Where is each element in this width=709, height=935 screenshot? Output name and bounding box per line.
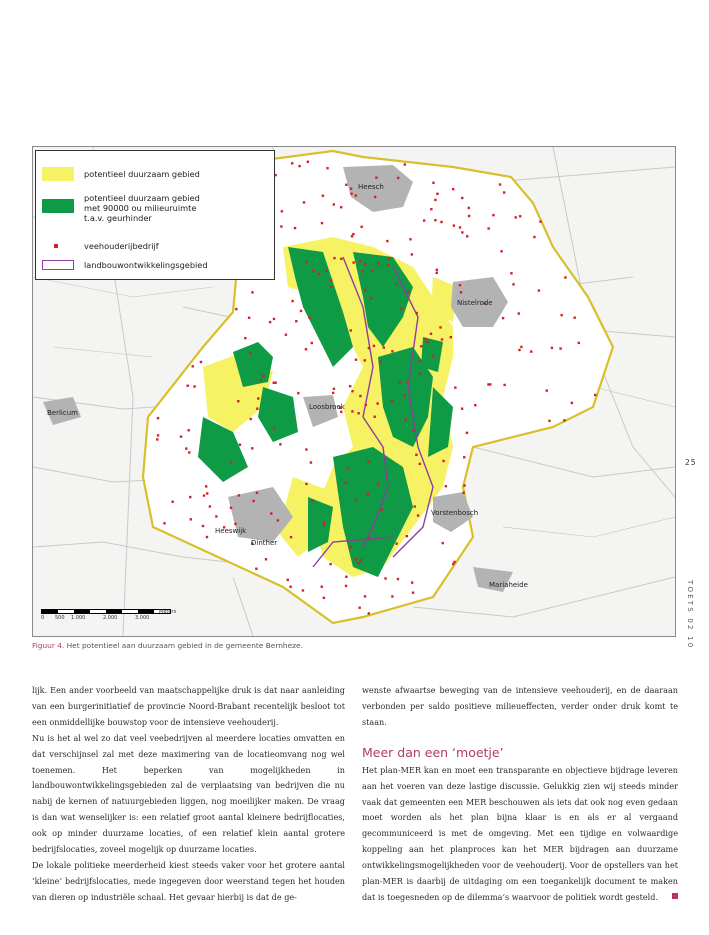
farm-dot — [371, 270, 373, 272]
farm-dot — [294, 227, 296, 229]
farm-dot — [256, 492, 258, 494]
place-nistelrode: Nistelrode — [457, 299, 493, 307]
farm-dot — [520, 346, 522, 348]
farm-dot — [352, 233, 354, 235]
farm-dot — [364, 289, 366, 291]
farm-dot — [321, 586, 323, 588]
farm-dot — [237, 400, 239, 402]
farm-dot — [156, 438, 158, 440]
farm-dot — [518, 349, 520, 351]
farm-dot — [463, 484, 465, 486]
farm-dot — [291, 300, 293, 302]
farm-dot — [380, 509, 382, 511]
farm-dot — [409, 238, 411, 240]
farm-dot — [440, 221, 442, 223]
farm-dot — [345, 481, 347, 483]
farm-dot — [407, 291, 409, 293]
farm-dot — [333, 203, 335, 205]
farm-dot — [412, 429, 414, 431]
map-legend — [35, 150, 275, 280]
farm-dot — [287, 579, 289, 581]
legend-swatch-boundary — [42, 260, 74, 270]
farm-dot — [355, 499, 357, 501]
place-vorstenbosch: Vorstenbosch — [431, 509, 479, 517]
farm-dot — [468, 215, 470, 217]
caption-text: Het potentieel aan duurzaam gebied in de gemeente Bernheze. — [66, 641, 303, 650]
farm-dot — [193, 385, 195, 387]
farm-dot — [340, 411, 342, 413]
farm-dot — [412, 592, 414, 594]
farm-dot — [489, 383, 491, 385]
farm-dot — [391, 400, 393, 402]
farm-dot — [419, 463, 421, 465]
farm-dot — [295, 320, 297, 322]
farm-dot — [202, 525, 204, 527]
farm-dot — [189, 496, 191, 498]
farm-dot — [280, 225, 282, 227]
farm-dot — [459, 284, 461, 286]
farm-dot — [262, 375, 264, 377]
farm-dot — [364, 263, 366, 265]
farm-dot — [332, 392, 334, 394]
farm-dot — [248, 317, 250, 319]
farm-dot — [387, 264, 389, 266]
farm-dot — [333, 257, 335, 259]
page-number: 25 — [685, 458, 697, 467]
farm-dot — [374, 196, 376, 198]
farm-dot — [413, 505, 415, 507]
farm-dot — [354, 558, 356, 560]
farm-dot — [406, 381, 408, 383]
farm-dot — [368, 612, 370, 614]
farm-dot — [203, 494, 205, 496]
farm-dot — [452, 188, 454, 190]
farm-dot — [358, 607, 360, 609]
farm-dot — [395, 542, 397, 544]
farm-dot — [345, 184, 347, 186]
farm-dot — [453, 224, 455, 226]
farm-dot — [273, 382, 275, 384]
scale-label: 500 — [55, 615, 65, 621]
farm-dot — [370, 297, 372, 299]
farm-dot — [349, 546, 351, 548]
farm-dot — [359, 559, 361, 561]
farm-dot — [373, 345, 375, 347]
farm-dot — [297, 392, 299, 394]
farm-dot — [234, 523, 236, 525]
farm-dot — [461, 407, 463, 409]
farm-dot — [157, 417, 159, 419]
farm-dot — [312, 270, 314, 272]
farm-dot — [432, 355, 434, 357]
farm-dot — [238, 494, 240, 496]
farm-dot — [329, 563, 331, 565]
farm-dot — [384, 577, 386, 579]
farm-dot — [305, 261, 307, 263]
farm-dot — [290, 536, 292, 538]
farm-dot — [351, 235, 353, 237]
farm-dot — [256, 407, 258, 409]
farm-dot — [559, 347, 561, 349]
farm-dot — [330, 285, 332, 287]
place-mariaheide: Mariaheide — [489, 581, 528, 589]
farm-dot — [551, 347, 553, 349]
farm-dot — [190, 518, 192, 520]
place-heeswijk: Heeswijk — [215, 527, 247, 535]
legend-swatch-dot — [54, 244, 58, 248]
scale-label: 1.000 — [71, 615, 86, 621]
farm-dot — [244, 337, 246, 339]
farm-dot — [330, 279, 332, 281]
farm-dot — [391, 350, 393, 352]
farm-dot — [351, 410, 353, 412]
farm-dot — [492, 214, 494, 216]
farm-dot — [367, 493, 369, 495]
farm-dot — [379, 361, 381, 363]
farm-dot — [445, 485, 447, 487]
farm-dot — [364, 595, 366, 597]
place-dinther: Dinther — [251, 539, 278, 547]
farm-dot — [300, 310, 302, 312]
farm-dot — [307, 161, 309, 163]
farm-dot — [383, 346, 385, 348]
farm-dot — [206, 536, 208, 538]
legend-swatch-green — [42, 199, 74, 213]
farm-dot — [563, 419, 565, 421]
farm-dot — [368, 537, 370, 539]
farm-dot — [357, 562, 359, 564]
legend-label: landbouwontwikkelingsgebied — [84, 260, 208, 270]
farm-dot — [180, 435, 182, 437]
legend-label: potentieel duurzaam gebied — [84, 169, 200, 179]
legend-label: potentieel duurzaam gebied met 90000 ou milieuruimte t.a.v. geurhinder — [84, 193, 200, 223]
farm-dot — [192, 365, 194, 367]
farm-dot — [352, 261, 354, 263]
farm-dot — [426, 341, 428, 343]
farm-dot — [305, 483, 307, 485]
farm-dot — [239, 444, 241, 446]
farm-dot — [386, 240, 388, 242]
farm-dot — [360, 226, 362, 228]
farm-dot — [311, 500, 313, 502]
farm-dot — [345, 585, 347, 587]
farm-dot — [230, 507, 232, 509]
paragraph: De lokale politieke meerderheid kiest steeds vaker voor het grotere aantal ‘kleine’ bedrijfslocaties, mede ingegeven door weerstand tegen het houden van dieren op industriële schaal. Het gevaar hierbij is dat de ge- — [32, 859, 345, 902]
farm-dot — [368, 347, 370, 349]
farm-dot — [188, 451, 190, 453]
farm-dot — [357, 412, 359, 414]
farm-dot — [163, 522, 165, 524]
farm-dot — [548, 420, 550, 422]
farm-dot — [365, 404, 367, 406]
farm-dot — [251, 291, 253, 293]
farm-dot — [157, 434, 159, 436]
farm-dot — [235, 308, 237, 310]
farm-dot — [406, 535, 408, 537]
scale-bar-graphic — [41, 609, 171, 614]
paragraph: lijk. Een ander voorbeeld van maatschappelijke druk is dat naar aanleiding van een burgerinitiatief de provincie Noord-Brabant recentelijk besloot tot een onmiddellijke bouwstop voor de intensieve veehouderij. — [32, 685, 345, 727]
farm-dot — [436, 272, 438, 274]
farm-dot — [269, 321, 271, 323]
scale-label: 2.000 — [103, 615, 118, 621]
farm-dot — [355, 358, 357, 360]
farm-dot — [533, 236, 535, 238]
farm-dot — [461, 197, 463, 199]
farm-dot — [209, 505, 211, 507]
farm-dot — [359, 260, 361, 262]
farm-dot — [461, 231, 463, 233]
farm-dot — [310, 461, 312, 463]
farm-dot — [459, 226, 461, 228]
farm-dot — [350, 187, 352, 189]
figure-caption — [32, 641, 303, 650]
farm-dot — [436, 269, 438, 271]
farm-dot — [375, 176, 377, 178]
farm-dot — [405, 419, 407, 421]
farm-dot — [373, 416, 375, 418]
farm-dot — [395, 283, 397, 285]
farm-dot — [279, 443, 281, 445]
farm-dot — [530, 350, 532, 352]
farm-dot — [302, 589, 304, 591]
farm-dot — [466, 235, 468, 237]
farm-dot — [397, 578, 399, 580]
farm-dot — [326, 167, 328, 169]
farm-dot — [430, 333, 432, 335]
farm-dot — [346, 467, 348, 469]
farm-dot — [277, 519, 279, 521]
farm-dot — [573, 316, 575, 318]
farm-dot — [571, 402, 573, 404]
farm-dot — [404, 163, 406, 165]
farm-dot — [305, 448, 307, 450]
farm-dot — [289, 586, 291, 588]
farm-dot — [350, 329, 352, 331]
farm-dot — [333, 388, 335, 390]
farm-dot — [468, 207, 470, 209]
place-heesch: Heesch — [358, 183, 384, 191]
farm-dot — [340, 258, 342, 260]
end-of-article-square-icon — [672, 893, 678, 899]
farm-dot — [255, 568, 257, 570]
scale-label: 0 — [41, 615, 45, 621]
farm-dot — [502, 317, 504, 319]
farm-dot — [257, 397, 259, 399]
farm-dot — [499, 183, 501, 185]
farm-dot — [515, 216, 517, 218]
farm-dot — [305, 348, 307, 350]
section-heading: Meer dan een ‘moetje’ — [362, 744, 504, 760]
farm-dot — [311, 342, 313, 344]
farm-dot — [377, 262, 379, 264]
farm-dot — [415, 454, 417, 456]
farm-dot — [251, 447, 253, 449]
farm-dot — [434, 199, 436, 201]
farm-dot — [512, 283, 514, 285]
farm-dot — [466, 432, 468, 434]
place-loosbroek: Loosbroek — [309, 403, 345, 411]
farm-dot — [460, 291, 462, 293]
farm-dot — [425, 338, 427, 340]
farm-dot — [441, 338, 443, 340]
farm-dot — [171, 501, 173, 503]
farm-dot — [454, 386, 456, 388]
farm-dot — [260, 379, 262, 381]
farm-dot — [432, 182, 434, 184]
farm-dot — [510, 272, 512, 274]
farm-dot — [291, 162, 293, 164]
farm-dot — [420, 345, 422, 347]
farm-dot — [252, 500, 254, 502]
farm-dot — [281, 210, 283, 212]
text-column-right — [362, 683, 678, 906]
farm-dot — [474, 404, 476, 406]
farm-dot — [519, 215, 521, 217]
farm-dot — [487, 227, 489, 229]
farm-dot — [399, 381, 401, 383]
place-berlicum: Berlicum — [47, 409, 78, 417]
journal-running-head: TOETS 02 10 — [686, 580, 694, 650]
farm-dot — [362, 270, 364, 272]
caption-label: Figuur 4. — [32, 641, 65, 650]
farm-dot — [561, 314, 563, 316]
farm-dot — [345, 576, 347, 578]
farm-dot — [273, 318, 275, 320]
scale-bar — [41, 609, 177, 629]
farm-dot — [325, 269, 327, 271]
farm-dot — [376, 402, 378, 404]
farm-dot — [323, 597, 325, 599]
farm-dot — [364, 359, 366, 361]
farm-dot — [391, 595, 393, 597]
farm-dot — [403, 394, 405, 396]
farm-dot — [453, 561, 455, 563]
farm-dot — [359, 395, 361, 397]
farm-dot — [418, 359, 420, 361]
farm-dot — [273, 427, 275, 429]
farm-dot — [340, 206, 342, 208]
farm-dot — [411, 581, 413, 583]
farm-dot — [436, 193, 438, 195]
farm-dot — [564, 276, 566, 278]
farm-dot — [322, 195, 324, 197]
farm-dot — [351, 390, 353, 392]
farm-dot — [518, 312, 520, 314]
farm-dot — [205, 485, 207, 487]
farm-dot — [367, 460, 369, 462]
farm-dot — [503, 384, 505, 386]
farm-dot — [249, 352, 251, 354]
farm-dot — [187, 385, 189, 387]
map-figure — [32, 146, 676, 637]
farm-dot — [416, 312, 418, 314]
farm-dot — [463, 456, 465, 458]
farm-dot — [442, 460, 444, 462]
text-column-left — [32, 683, 345, 906]
paragraph: wenste afwaartse beweging van de intensieve veehouderij, en de daaraan verbonden per saldo positieve milieueffecten, verder onder druk komt te staan. — [362, 685, 678, 727]
farm-dot — [285, 334, 287, 336]
farm-dot — [423, 219, 425, 221]
legend-label: veehouderijbedrijf — [84, 241, 159, 251]
farm-dot — [442, 542, 444, 544]
scale-label: Meters — [159, 609, 177, 615]
farm-dot — [388, 257, 390, 259]
farm-dot — [538, 289, 540, 291]
farm-dot — [411, 253, 413, 255]
farm-dot — [452, 563, 454, 565]
farm-dot — [321, 222, 323, 224]
farm-dot — [400, 307, 402, 309]
farm-dot — [206, 492, 208, 494]
paragraph-text: Het plan-MER kan en moet een transparante en objectieve bijdrage leveren aan het voeren van deze lastige discussie. Gelukkig zien wij steeds minder vaak dat gemeenten een MER beschouwen als iets dat ook nog even gedaan moet worden als het plan bijna klaar is en als er al vergaand gecommuniceerd is met de omgeving. Met een tijdige en volwaardige koppeling aan het planproces kan het MER bijdragen aan duurzame ontwikkelingsmogelijkheden voor de veehouderij. Voor de opstellers van het plan-MER is daarbij de uitdaging om een toegankelijk document te maken dat is toegesneden op de dilemma’s waarvoor de politiek wordt gesteld. — [362, 764, 678, 902]
farm-dot — [250, 418, 252, 420]
farm-dot — [308, 317, 310, 319]
farm-dot — [303, 201, 305, 203]
farm-dot — [265, 558, 267, 560]
farm-dot — [188, 429, 190, 431]
farm-dot — [594, 394, 596, 396]
legend-swatch-yellow — [42, 167, 74, 181]
farm-dot — [500, 250, 502, 252]
farm-dot — [434, 219, 436, 221]
farm-dot — [215, 515, 217, 517]
farm-dot — [200, 361, 202, 363]
farm-dot — [417, 514, 419, 516]
farm-dot — [298, 165, 300, 167]
farm-dot — [318, 273, 320, 275]
paragraph: Nu is het al wel zo dat veel veebedrijven al meerdere locaties omvatten en dat verschijnsel zal met deze maximering van de locatieomvang nog wel toenemen. Het beperken van mogelijkheden in landbouwontwikkelingsgebieden zal de verplaatsing van bedrijven die nu nabij de kernen of natuurgebieden liggen, nog moeilijker maken. De vraag is dan wat wenselijker is: een relatief groot aantal kleinere bedrijflocaties, ook op minder duurzame locaties, of een relatief klein aantal grotere bedrijfslocaties, zoveel mogelijk op duurzame locaties. — [32, 732, 345, 855]
farm-dot — [430, 208, 432, 210]
farm-dot — [450, 336, 452, 338]
farm-dot — [270, 512, 272, 514]
farm-dot — [578, 342, 580, 344]
farm-dot — [229, 461, 231, 463]
farm-dot — [539, 220, 541, 222]
farm-dot — [185, 447, 187, 449]
farm-dot — [323, 522, 325, 524]
scale-label: 3.000 — [135, 615, 150, 621]
farm-dot — [349, 385, 351, 387]
farm-dot — [546, 389, 548, 391]
farm-dot — [377, 482, 379, 484]
farm-dot — [350, 193, 352, 195]
farm-dot — [462, 492, 464, 494]
farm-dot — [355, 194, 357, 196]
farm-dot — [419, 372, 421, 374]
farm-dot — [439, 326, 441, 328]
paragraph — [362, 763, 678, 906]
farm-dot — [397, 177, 399, 179]
farm-dot — [503, 191, 505, 193]
